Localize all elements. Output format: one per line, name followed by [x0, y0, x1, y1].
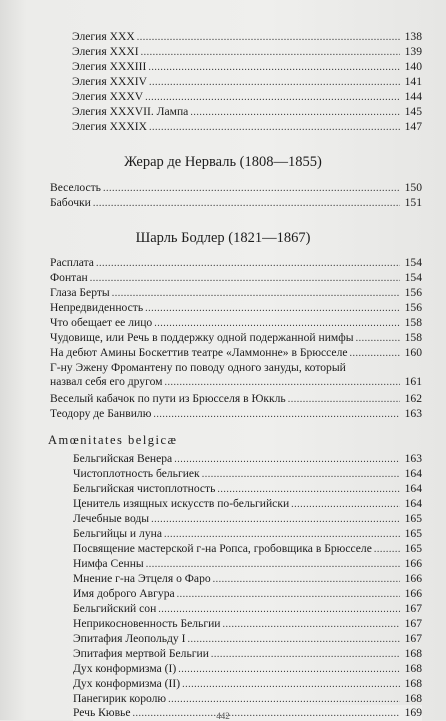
entry-title: Элегия XXXI: [72, 45, 139, 58]
entry-title: Бельгийская чистоплотность: [73, 482, 216, 495]
entry-title: Имя доброго Авгура: [73, 587, 175, 600]
entry-page: 147: [404, 120, 422, 133]
entry-page: 164: [404, 482, 422, 495]
dot-leader: [356, 330, 400, 346]
entry-page: 151: [404, 196, 422, 209]
dot-leader: [103, 180, 400, 196]
dot-leader: [202, 466, 400, 482]
toc-entry: [73, 526, 422, 542]
entry-title: Панегирик королю: [73, 692, 167, 705]
entry-page: 165: [404, 527, 422, 540]
toc-entry: [73, 676, 422, 692]
dot-leader: [217, 481, 400, 497]
entry-title: Элегия XXXIV: [72, 75, 147, 88]
dot-leader: [350, 345, 400, 361]
section-heading-nerval: Жерар де Нерваль (1808—1855): [124, 154, 322, 170]
entry-page: 141: [404, 75, 422, 88]
dot-leader: [158, 601, 400, 617]
dot-leader: [213, 571, 400, 587]
entry-title: Расплата: [50, 256, 94, 269]
entry-page: 139: [404, 45, 422, 58]
entry-title: Элегия XXXIX: [72, 120, 147, 133]
toc-entry: [50, 406, 422, 422]
entry-title: Глаза Берты: [50, 286, 110, 299]
toc-entry: [73, 466, 422, 482]
section-heading-baudelaire: Шарль Бодлер (1821—1867): [135, 230, 311, 246]
dot-leader: [149, 74, 400, 90]
entry-title: Элегия XXX: [72, 30, 135, 43]
toc-entry: [50, 315, 422, 331]
entry-title: На дебют Амины Боскеттив театре «Ламмонне» в Брюсселе: [50, 346, 348, 359]
toc-entry: [73, 481, 422, 497]
entry-title: Речь Кювье: [73, 706, 131, 719]
entry-title: Лечебные воды: [73, 512, 150, 525]
toc-entry: [73, 511, 422, 527]
dot-leader: [148, 59, 400, 75]
dot-leader: [164, 375, 400, 390]
dot-leader: [374, 541, 400, 557]
entry-page: 140: [404, 60, 422, 73]
entry-title: Веселый кабачок по пути из Брюсселя в Юккль: [50, 392, 286, 405]
dot-leader: [288, 391, 400, 407]
toc-entry: [72, 59, 422, 75]
toc-entry: [50, 195, 422, 211]
group-heading-amoenitates: Amœnitates belgicæ: [48, 433, 178, 447]
toc-entry: [50, 180, 422, 196]
entry-page: 138: [404, 30, 422, 43]
entry-page: 154: [404, 256, 422, 269]
toc-entry: [72, 89, 422, 105]
dot-leader: [141, 44, 400, 60]
entry-page: 168: [404, 677, 422, 690]
toc-entry: [73, 601, 422, 617]
dot-leader: [96, 255, 400, 271]
toc-entry: [50, 270, 422, 286]
entry-page: 154: [404, 271, 422, 284]
dot-leader: [223, 616, 401, 632]
toc-entry: [50, 330, 422, 346]
toc-entry: [50, 300, 422, 316]
entry-page: 167: [404, 617, 422, 630]
entry-title: Теодору де Банвилю: [50, 407, 152, 420]
entry-title: Бабочки: [50, 196, 91, 209]
dot-leader: [211, 646, 400, 662]
toc-entry: [72, 119, 422, 135]
entry-page: 156: [404, 286, 422, 299]
entry-title: Нимфа Сенны: [73, 557, 144, 570]
entry-page: 160: [404, 346, 422, 359]
dot-leader: [137, 29, 400, 45]
entry-page: 165: [404, 512, 422, 525]
page-number: 442: [216, 712, 230, 720]
entry-title: Неприкосновенность Бельгии: [73, 617, 221, 630]
entry-page: 150: [404, 181, 422, 194]
dot-leader: [151, 511, 400, 527]
dot-leader: [93, 195, 400, 211]
dot-leader: [178, 661, 400, 677]
entry-page: 158: [404, 316, 422, 329]
entry-page: 168: [404, 662, 422, 675]
entry-page: 156: [404, 301, 422, 314]
dot-leader: [153, 406, 400, 422]
entry-title-line-1: Г-ну Эжену Фромантену по поводу одного зануды, который: [50, 361, 346, 374]
entry-title: Мнение г-на Этцеля о Фаро: [73, 572, 211, 585]
entry-title: Эпитафия мертвой Бельгии: [73, 647, 209, 660]
entry-title: Бельгийцы и луна: [73, 527, 162, 540]
dot-leader: [182, 676, 400, 692]
entry-page: 168: [404, 647, 422, 660]
dot-leader: [174, 451, 400, 467]
entry-title: Ценитель изящных искусств по-бельгийски: [73, 497, 290, 510]
dot-leader: [90, 270, 400, 286]
toc-entry: [73, 631, 422, 647]
entry-page: 166: [404, 557, 422, 570]
entry-title-line-2: назвал себя его другом: [50, 375, 163, 388]
entry-page: 144: [404, 90, 422, 103]
entry-title: Элегия XXXIII: [72, 60, 147, 73]
toc-entry: [73, 556, 422, 572]
toc-entry: [73, 661, 422, 677]
entry-title: Элегия XXXVII. Лампа: [72, 105, 189, 118]
toc-entry: [50, 391, 422, 407]
entry-page: 169: [404, 706, 422, 719]
toc-entry: [73, 616, 422, 632]
toc-entry: [50, 361, 422, 390]
toc-entry: [72, 104, 422, 120]
dot-leader: [164, 526, 400, 542]
toc-entry: [73, 571, 422, 587]
entry-title: Посвящение мастерской г-на Ропса, гробовщика в Брюсселе: [73, 542, 372, 555]
dot-leader: [177, 586, 400, 602]
toc-entry: [50, 345, 422, 361]
entry-title: Чудовище, или Речь в поддержку одной подержанной нимфы: [50, 331, 354, 344]
entry-title: Дух конформизма (II): [73, 677, 181, 690]
entry-title: Эпитафия Леопольду I: [73, 632, 186, 645]
toc-entry: [73, 541, 422, 557]
toc-entry: [73, 586, 422, 602]
entry-title: Чистоплотность бельгиек: [73, 467, 200, 480]
entry-page: 145: [404, 105, 422, 118]
toc-entry: [72, 74, 422, 90]
dot-leader: [291, 496, 400, 512]
entry-title: Бельгийский сон: [73, 602, 157, 615]
dot-leader: [154, 315, 400, 331]
entry-page: 164: [404, 467, 422, 480]
entry-page: 158: [404, 331, 422, 344]
entry-title: Непредвиденность: [50, 301, 144, 314]
entry-page: 167: [404, 632, 422, 645]
entry-page: 162: [404, 392, 422, 405]
entry-page: 164: [404, 497, 422, 510]
entry-page: 167: [404, 602, 422, 615]
toc-entry: [73, 496, 422, 512]
entry-title: Веселость: [50, 181, 101, 194]
dot-leader: [145, 300, 400, 316]
toc-entry: [72, 29, 422, 45]
entry-title: Фонтан: [50, 271, 88, 284]
toc-entry: [73, 646, 422, 662]
dot-leader: [190, 104, 400, 120]
dot-leader: [145, 89, 400, 105]
toc-entry: [73, 451, 422, 467]
toc-entry: [72, 44, 422, 60]
dot-leader: [149, 119, 400, 135]
entry-page: 161: [404, 375, 422, 388]
entry-page: 166: [404, 572, 422, 585]
entry-title: Элегия XXXV: [72, 90, 144, 103]
entry-page: 163: [404, 452, 422, 465]
dot-leader: [187, 631, 400, 647]
entry-title: Что обещает ее лицо: [50, 316, 153, 329]
entry-title: Бельгийская Венера: [73, 452, 173, 465]
dot-leader: [146, 556, 400, 572]
entry-page: 168: [404, 692, 422, 705]
entry-page: 166: [404, 587, 422, 600]
entry-page: 165: [404, 542, 422, 555]
entry-page: 163: [404, 407, 422, 420]
entry-title: Дух конформизма (I): [73, 662, 177, 675]
toc-entry: [50, 255, 422, 271]
dot-leader: [112, 285, 400, 301]
toc-entry: [50, 285, 422, 301]
